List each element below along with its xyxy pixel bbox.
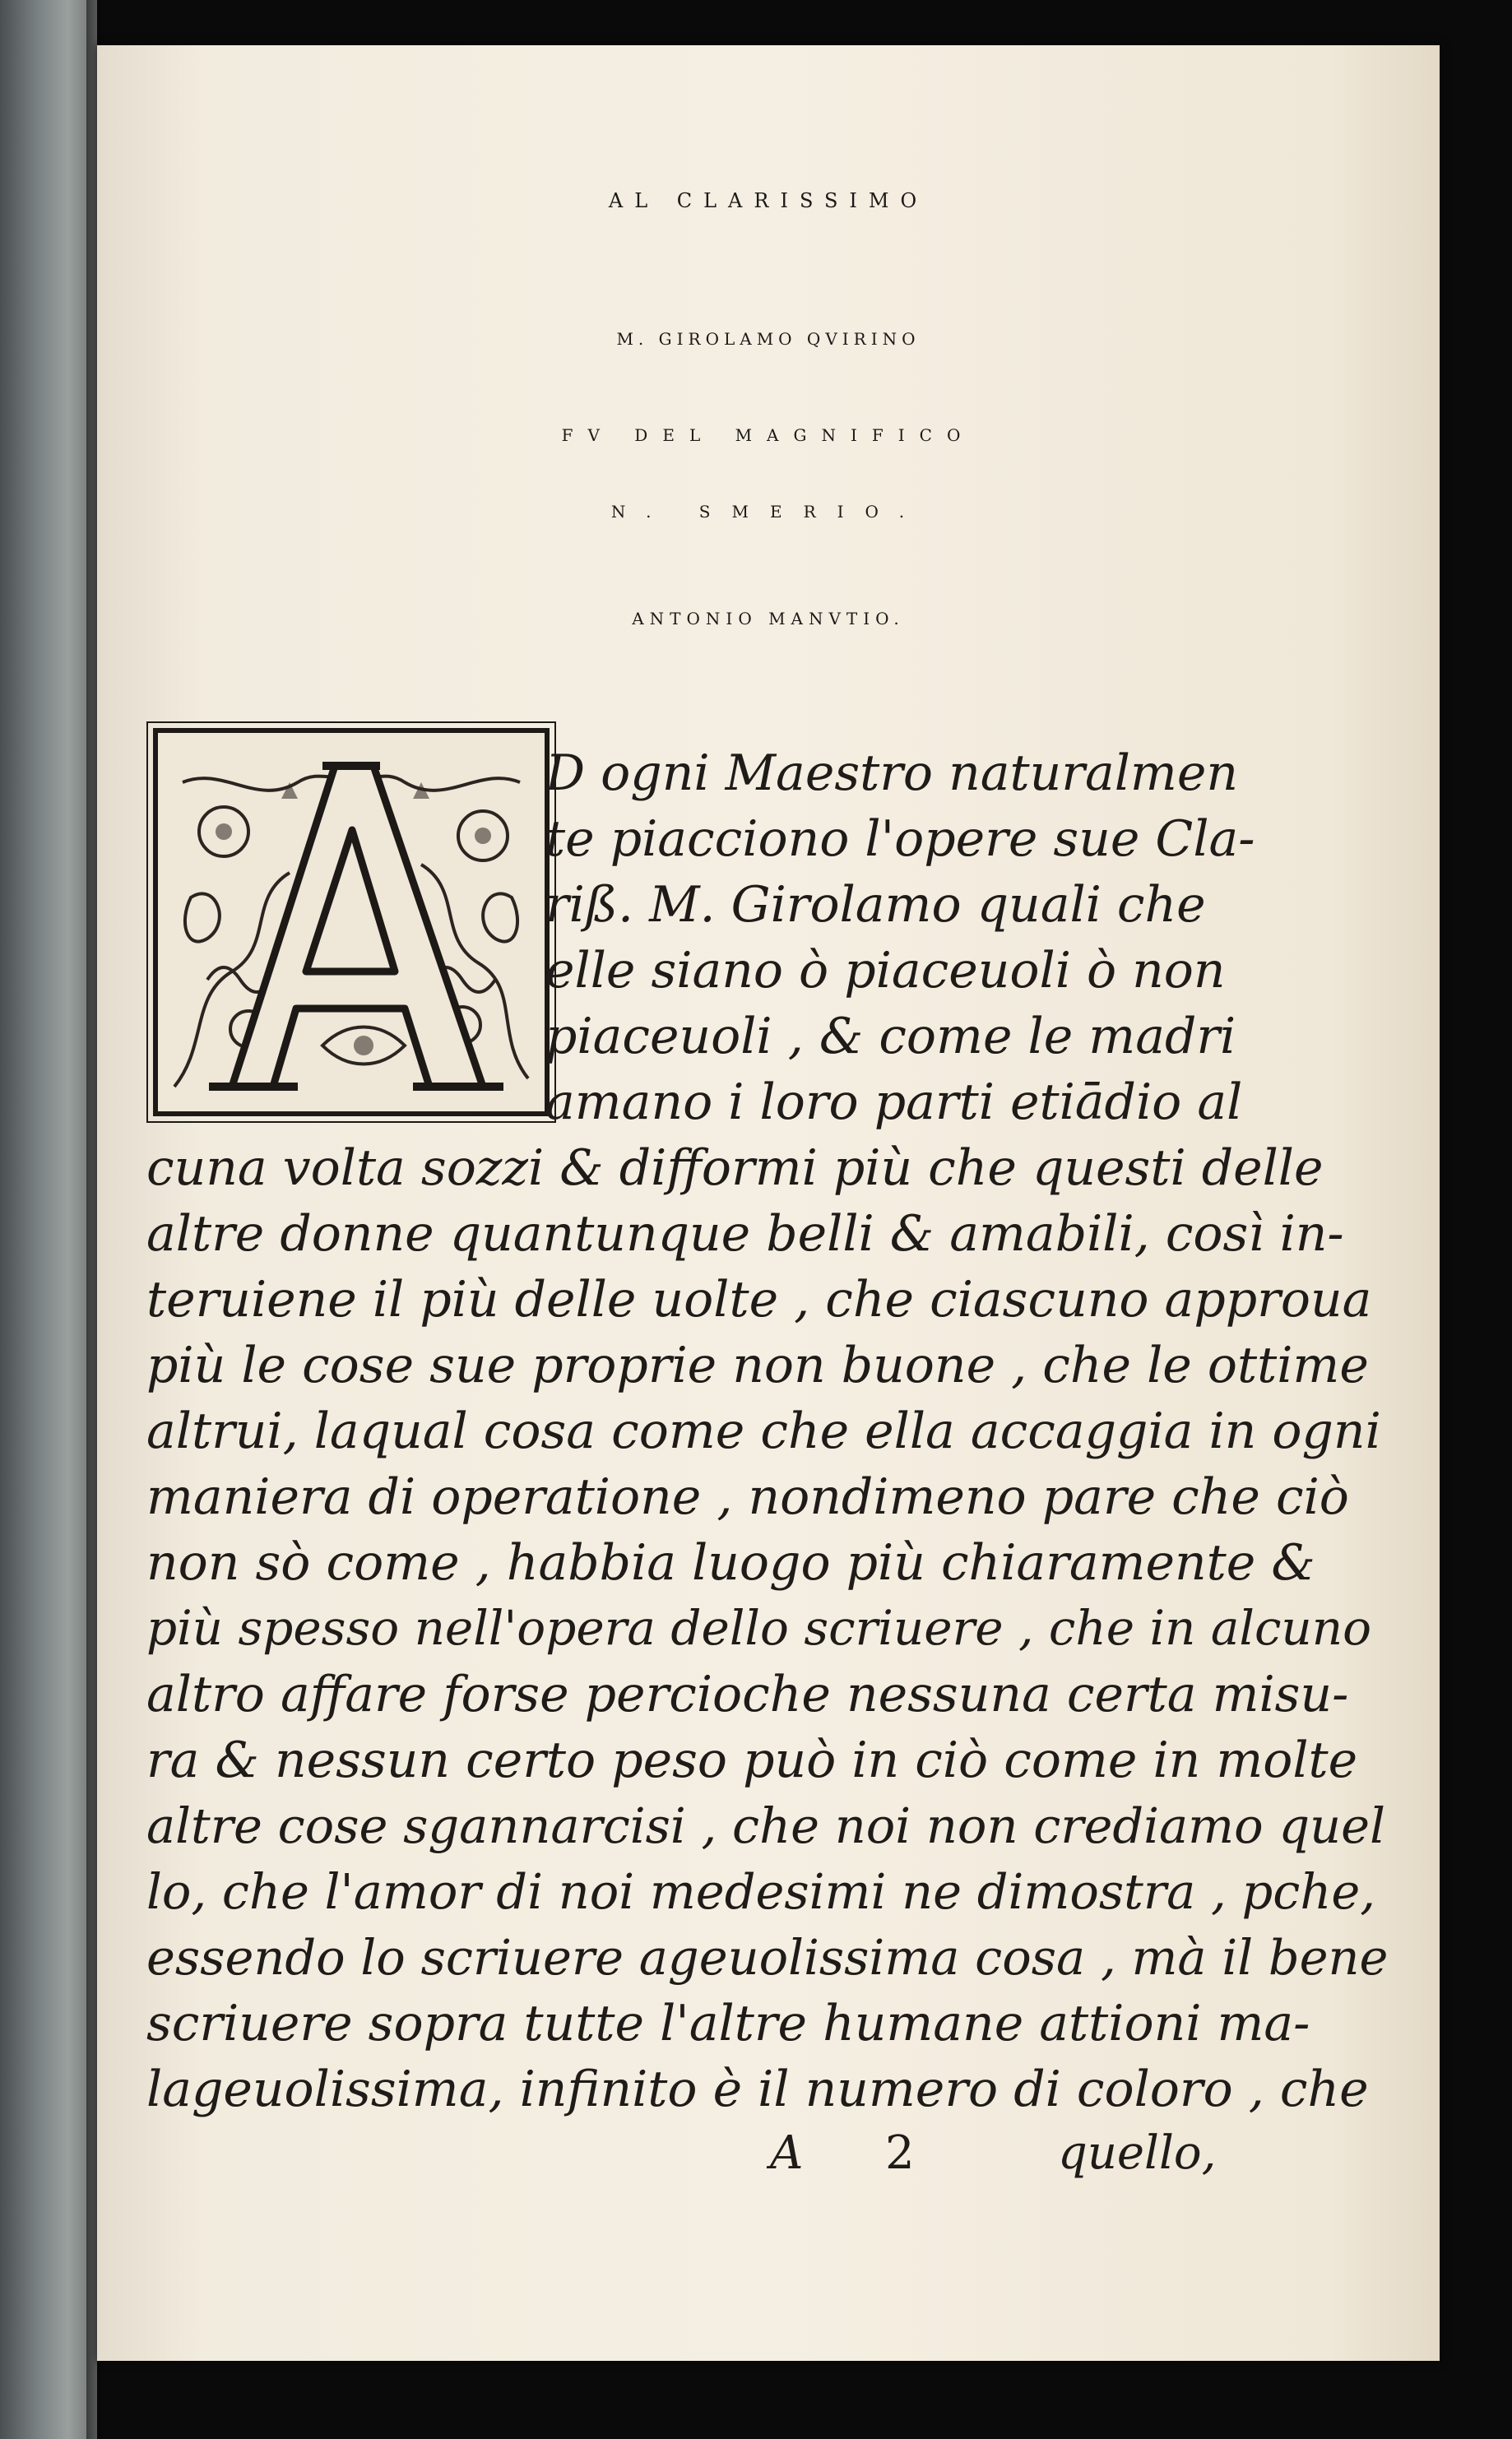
body-line: più le cose sue proprie non buone , che le ottime xyxy=(146,1337,1369,1394)
body-line: essendo lo scriuere ageuolissima cosa , mà il bene xyxy=(146,1929,1389,1986)
decorated-initial-ornament xyxy=(158,733,545,1111)
signature-mark: A xyxy=(770,2126,804,2180)
book-page xyxy=(97,45,1440,2361)
body-line: cuna volta sozzi & difformi più che questi delle xyxy=(146,1139,1324,1197)
body-line: maniera di operatione , nondimeno pare che ciò xyxy=(146,1468,1349,1526)
body-line: D ogni Maestro naturalmen xyxy=(545,744,1238,802)
body-line: teruiene il più delle uolte , che ciascuno approua xyxy=(146,1271,1372,1328)
body-line: scriuere sopra tutte l'altre humane attioni ma- xyxy=(146,1995,1310,2052)
author-heading: ANTONIO MANVTIO. xyxy=(632,609,905,628)
body-line: piaceuoli , & come le madri xyxy=(545,1008,1236,1065)
decorated-initial xyxy=(153,728,550,1116)
body-line: più spesso nell'opera dello scriuere , che in alcuno xyxy=(146,1600,1372,1656)
body-line: elle siano ò piaceuoli ò non xyxy=(545,942,1226,999)
dedication-heading-line-1: AL CLARISSIMO xyxy=(608,189,929,212)
body-line: ra & nessun certo peso può in ciò come in molte xyxy=(146,1732,1358,1789)
body-line: altrui, laqual cosa come che ella accaggia in ogni xyxy=(146,1403,1381,1460)
body-line: amano i loro parti etiādio al xyxy=(545,1073,1243,1131)
body-line: lo, che l'amor di noi medesimi ne dimostra , pche, xyxy=(146,1863,1375,1920)
body-line: riß. M. Girolamo quali che xyxy=(545,876,1206,934)
body-line: lageuolissima, infinito è il numero di coloro , che xyxy=(146,2061,1369,2118)
body-line: altre cose sgannarcisi , che noi non crediamo quel xyxy=(146,1797,1385,1854)
signature-number: 2 xyxy=(885,2126,915,2180)
previous-page-edge xyxy=(0,0,97,2439)
dedication-heading-line-2: M. GIROLAMO QVIRINO xyxy=(616,329,921,349)
body-line: altre donne quantunque belli & amabili, così in- xyxy=(146,1205,1344,1263)
dedication-heading-line-4: N. SMERIO. xyxy=(610,502,926,522)
body-line: te piacciono l'opere sue Cla- xyxy=(545,810,1255,868)
body-line: altro affare forse percioche nessuna certa misu- xyxy=(146,1666,1349,1723)
body-line: non sò come , habbia luogo più chiaramente & xyxy=(146,1534,1315,1592)
catchword: quello, xyxy=(1058,2126,1217,2180)
dedication-heading-line-3: FV DEL MAGNIFICO xyxy=(561,425,976,445)
